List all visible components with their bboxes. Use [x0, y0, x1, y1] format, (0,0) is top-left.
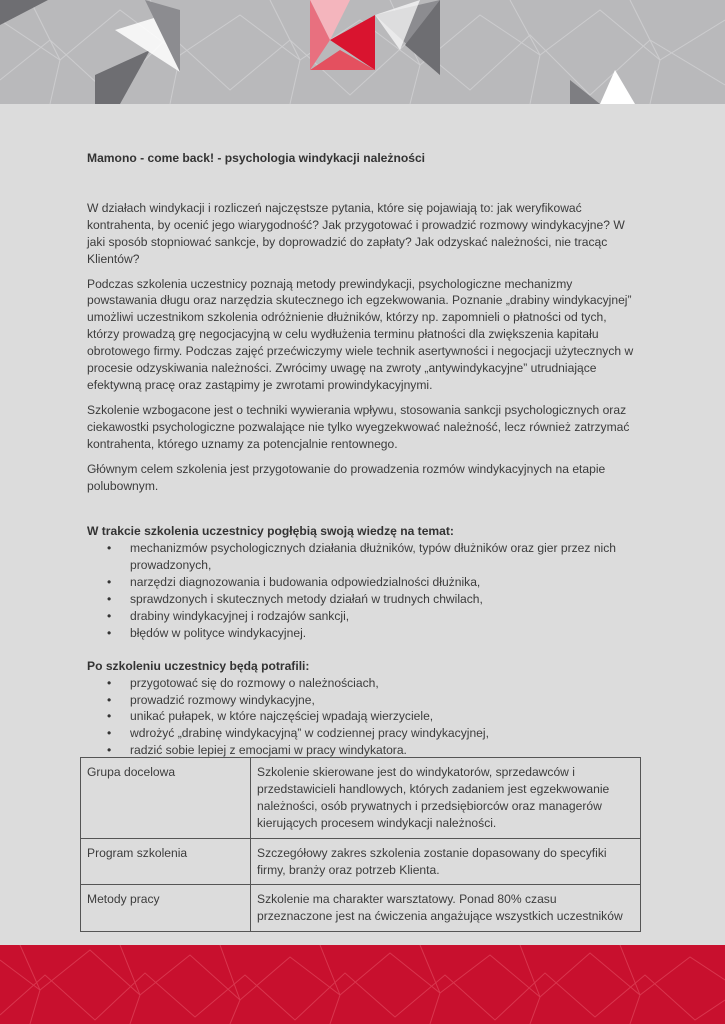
paragraph-methods: Podczas szkolenia uczestnicy poznają metody prewindykacji, psychologiczne mechanizmy powstawania długu oraz narzędzia skutecznego ich egzekwowania. Poznanie „drabiny windykacyjnej” umożliwi uczestnikom szkolenia odróżnienie dłużników, którzy np. zapomnieli o płatności od tych, którzy prowadzą grę negocjacyjną w celu wydłużenia terminu płatności dla zwiększenia kapitału obrotowego firmy. Podczas zajęć przećwiczymy wiele technik asertywności i negocjacji użytecznych w procesie odzyskiwania należności. Zwrócimy uwagę na zwroty „antywindykacyjne” utrudniające efektywną pracę oraz zastąpimy je zwrotami prowindykacyjnymi. — [87, 276, 634, 392]
paragraph-techniques: Szkolenie wzbogacone jest o techniki wywierania wpływu, stosowania sankcji psychologicznych oraz ciekawostki psychologiczne pozwalające nie tylko wyegzekwować należność, lecz również zatrzymać kontrahenta, którego uznamy za potencjalnie rentownego. — [87, 402, 630, 451]
table-cell-label: Metody pracy — [81, 885, 251, 932]
list-item: • mechanizmów psychologicznych działania dłużników, typów dłużników oraz gier przez nich prowadzonych, — [87, 540, 642, 574]
paragraph-intro: W działach windykacji i rozliczeń najczęstsze pytania, które się pojawiają to: jak weryfikować kontrahenta, by ocenić jego wiarygodność? Jak przygotować i prowadzić rozmowy windykacyjne? W jaki sposób stopniować sankcje, by doprowadzić do zapłaty? Jak odzyskać należności, nie tracąc Klientów? — [87, 200, 625, 266]
header-pattern — [0, 0, 725, 104]
list-item: • radzić sobie lepiej z emocjami w pracy windykatora. — [87, 742, 642, 759]
paragraph-goal: Głównym celem szkolenia jest przygotowanie do prowadzenia rozmów windykacyjnych na etapie polubownym. — [87, 461, 606, 493]
list-item: • wdrożyć „drabinę windykacyjną” w codziennej pracy windykacyjnej, — [87, 725, 642, 742]
table-cell-value: Szkolenie ma charakter warsztatowy. Ponad 80% czasu przeznaczone jest na ćwiczenia angażujące wszystkich uczestników — [251, 885, 641, 932]
table-row — [81, 838, 641, 885]
table-row — [81, 885, 641, 932]
info-table — [80, 757, 641, 932]
list-item: • narzędzi diagnozowania i budowania odpowiedzialności dłużnika, — [87, 574, 642, 591]
list-item: • unikać pułapek, w które najczęściej wpadają wierzyciele, — [87, 708, 642, 725]
footer-decorative-band — [0, 945, 725, 1024]
table-cell-label: Program szkolenia — [81, 838, 251, 885]
document-body — [87, 150, 642, 759]
list-item: • prowadzić rozmowy windykacyjne, — [87, 692, 642, 709]
list-item: • przygotować się do rozmowy o należnościach, — [87, 675, 642, 692]
table-cell-value: Szczegółowy zakres szkolenia zostanie dopasowany do specyfiki firmy, branży oraz potrzeb Klienta. — [251, 838, 641, 885]
skills-list — [87, 675, 642, 760]
table-cell-value: Szkolenie skierowane jest do windykatorów, sprzedawców i przedstawicieli handlowych, których zadaniem jest egzekwowanie należności, osób prywatnych i przedsiębiorców oraz managerów kierujących procesem windykacji należności. — [251, 758, 641, 839]
list-item: • sprawdzonych i skutecznych metody działań w trudnych chwilach, — [87, 591, 642, 608]
list-item: • błędów w polityce windykacyjnej. — [87, 625, 642, 642]
table-cell-label: Grupa docelowa — [81, 758, 251, 839]
knowledge-heading: W trakcie szkolenia uczestnicy pogłębią swoją wiedzę na temat: — [87, 524, 454, 539]
skills-heading: Po szkoleniu uczestnicy będą potrafili: — [87, 658, 310, 673]
table-row — [81, 758, 641, 839]
footer-pattern — [0, 945, 725, 1024]
knowledge-list — [87, 540, 642, 641]
list-item: • drabiny windykacyjnej i rodzajów sankcji, — [87, 608, 642, 625]
document-title: Mamono - come back! - psychologia windykacji należności — [87, 151, 426, 165]
header-decorative-band — [0, 0, 725, 104]
